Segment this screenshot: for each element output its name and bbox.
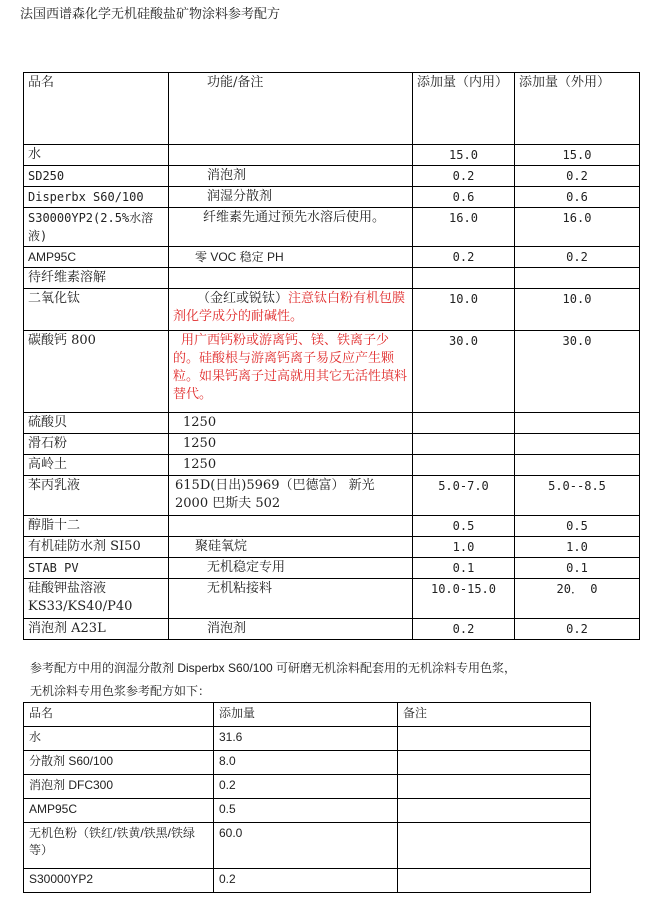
header-name: 品名	[24, 703, 214, 727]
row-outdoor: 0.2	[515, 619, 640, 640]
row-remark	[398, 751, 591, 775]
row-outdoor: 10.0	[515, 289, 640, 331]
row-name: 硫酸贝	[24, 413, 169, 434]
row-note: 615D(日出)5969（巴德富） 新光 2000 巴斯夫 502	[169, 476, 413, 516]
row-name: S30000YP2(2.5%水溶液)	[24, 208, 169, 247]
row-note	[169, 208, 413, 247]
row-indoor: 0.5	[413, 516, 515, 537]
table-row	[24, 823, 591, 869]
table-header-row	[24, 73, 640, 145]
table-row	[24, 268, 640, 289]
row-indoor: 0.2	[413, 247, 515, 268]
row-name: 高岭土	[24, 455, 169, 476]
table-row	[24, 558, 640, 579]
row-name: 苯丙乳液	[24, 476, 169, 516]
row-outdoor: 1.0	[515, 537, 640, 558]
row-outdoor	[515, 434, 640, 455]
row-outdoor: 5.0--8.5	[515, 476, 640, 516]
row-outdoor: 0.2	[515, 247, 640, 268]
table-row	[24, 187, 640, 208]
row-indoor: 0.6	[413, 187, 515, 208]
table-row	[24, 145, 640, 166]
row-name: STAB PV	[24, 558, 169, 579]
row-remark	[398, 727, 591, 751]
row-note: 消泡剂	[169, 166, 413, 187]
row-remark	[398, 869, 591, 893]
table-header-row	[24, 703, 591, 727]
row-outdoor: 0.5	[515, 516, 640, 537]
table-row	[24, 208, 640, 247]
table-row	[24, 727, 591, 751]
table-row	[24, 516, 640, 537]
table-row	[24, 476, 640, 516]
row-remark	[398, 823, 591, 869]
row-name: 待纤维素溶解	[24, 268, 169, 289]
row-name: 有机硅防水剂 SI50	[24, 537, 169, 558]
header-function: 功能/备注	[169, 73, 413, 145]
row-name: 硅酸钾盐溶液 KS33/KS40/P40	[24, 579, 169, 619]
row-outdoor	[515, 413, 640, 434]
row-remark	[398, 799, 591, 823]
row-amount: 0.2	[214, 775, 398, 799]
table-row	[24, 289, 640, 331]
row-name: AMP95C	[24, 247, 169, 268]
row-note: 无机稳定专用	[169, 558, 413, 579]
row-name: 碳酸钙 800	[24, 331, 169, 413]
row-note	[169, 268, 413, 289]
row-indoor: 16.0	[413, 208, 515, 247]
paragraph-heading: 无机涂料专用色浆参考配方如下：	[30, 684, 211, 698]
header-indoor: 添加量（内用）	[413, 73, 515, 145]
row-name: 分散剂 S60/100	[24, 751, 214, 775]
table-row	[24, 331, 640, 413]
table-row	[24, 434, 640, 455]
row-outdoor	[515, 268, 640, 289]
row-indoor: 15.0	[413, 145, 515, 166]
row-name: Disperbx S60/100	[24, 187, 169, 208]
row-amount: 8.0	[214, 751, 398, 775]
row-indoor: 10.0-15.0	[413, 579, 515, 619]
row-name: 消泡剂 DFC300	[24, 775, 214, 799]
row-outdoor: 30.0	[515, 331, 640, 413]
row-name: 无机色粉（铁红/铁黄/铁黑/铁绿等）	[24, 823, 214, 869]
table-row	[24, 751, 591, 775]
row-name: AMP95C	[24, 799, 214, 823]
row-indoor: 5.0-7.0	[413, 476, 515, 516]
table-row	[24, 799, 591, 823]
row-indoor: 1.0	[413, 537, 515, 558]
row-name: 二氧化钛	[24, 289, 169, 331]
row-indoor: 0.1	[413, 558, 515, 579]
row-note	[169, 289, 413, 331]
row-amount: 60.0	[214, 823, 398, 869]
table-row	[24, 869, 591, 893]
row-indoor: 30.0	[413, 331, 515, 413]
header-remark: 备注	[398, 703, 591, 727]
header-outdoor: 添加量（外用）	[515, 73, 640, 145]
row-name: 水	[24, 145, 169, 166]
row-note	[169, 145, 413, 166]
table-row	[24, 775, 591, 799]
row-outdoor: 0.6	[515, 187, 640, 208]
row-note	[169, 516, 413, 537]
paragraph-note: 参考配方中用的润湿分散剂 Disperbx S60/100 可研磨无机涂料配套用的无机涂料专用色浆，	[30, 661, 517, 675]
note-text: 纤维素先通过预先水溶后使用。	[203, 210, 386, 225]
row-remark	[398, 775, 591, 799]
row-note: 1250	[169, 455, 413, 476]
header-name: 品名	[24, 73, 169, 145]
warning-note: 注意钛白粉有机包膜剂化学成分的耐碱性。	[173, 291, 406, 324]
table-row	[24, 537, 640, 558]
row-note: 润湿分散剂	[169, 187, 413, 208]
table-row	[24, 413, 640, 434]
row-amount: 0.5	[214, 799, 398, 823]
row-name: S30000YP2	[24, 869, 214, 893]
row-indoor	[413, 268, 515, 289]
document-title: 法国西谱森化学无机硅酸盐矿物涂料参考配方	[20, 7, 281, 22]
table-row	[24, 619, 640, 640]
note-plain: （金红或锐钛）	[197, 291, 289, 306]
row-note: 消泡剂	[169, 619, 413, 640]
row-indoor	[413, 413, 515, 434]
row-indoor: 0.2	[413, 619, 515, 640]
row-outdoor: 16.0	[515, 208, 640, 247]
row-outdoor: 15.0	[515, 145, 640, 166]
row-name: 消泡剂 A23L	[24, 619, 169, 640]
table-row	[24, 579, 640, 619]
row-amount: 31.6	[214, 727, 398, 751]
row-note: 聚硅氧烷	[169, 537, 413, 558]
row-outdoor	[515, 455, 640, 476]
pigment-paste-table	[23, 702, 591, 893]
row-indoor: 0.2	[413, 166, 515, 187]
table-row	[24, 166, 640, 187]
row-name: 滑石粉	[24, 434, 169, 455]
note-text	[173, 290, 408, 326]
row-note: 无机粘接料	[169, 579, 413, 619]
row-indoor	[413, 455, 515, 476]
table-row	[24, 247, 640, 268]
table-row	[24, 455, 640, 476]
row-outdoor: 0.2	[515, 166, 640, 187]
row-outdoor: 20． 0	[515, 579, 640, 619]
row-amount: 0.2	[214, 869, 398, 893]
row-outdoor: 0.1	[515, 558, 640, 579]
row-name: 醇脂十二	[24, 516, 169, 537]
row-note: 1250	[169, 413, 413, 434]
row-name: SD250	[24, 166, 169, 187]
row-note: 1250	[169, 434, 413, 455]
warning-note: 用广西钙粉或游离钙、镁、铁离子少的。硅酸根与游离钙离子易反应产生颗粒。如果钙离子过高就用其它无活性填料替代。	[173, 333, 408, 402]
row-name: 水	[24, 727, 214, 751]
row-note	[169, 331, 413, 413]
row-note: 零 VOC 稳定 PH	[169, 247, 413, 268]
row-indoor: 10.0	[413, 289, 515, 331]
header-amount: 添加量	[214, 703, 398, 727]
row-indoor	[413, 434, 515, 455]
formula-table	[23, 72, 640, 640]
